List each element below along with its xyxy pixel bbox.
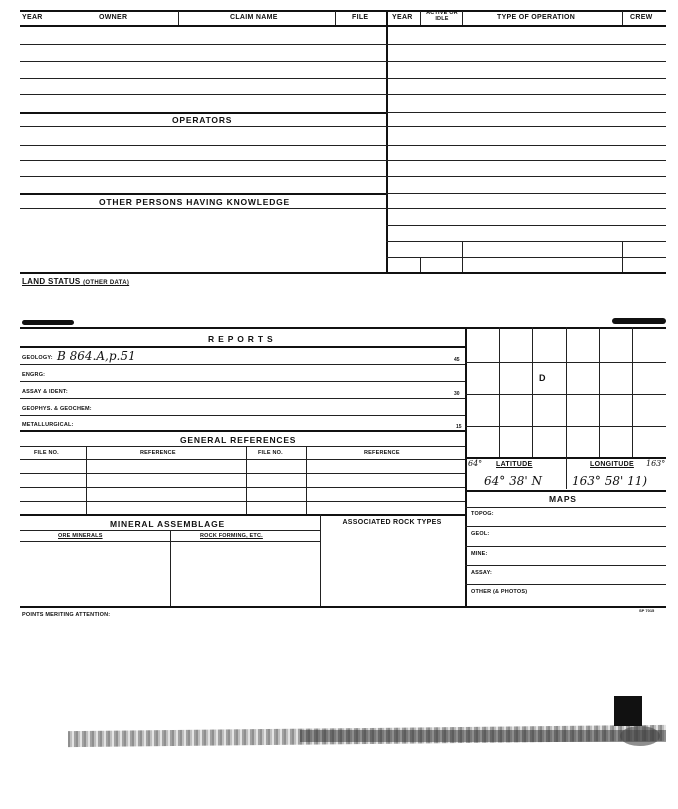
latitude-value: 64° 38' N xyxy=(484,474,542,488)
top-border xyxy=(20,10,666,12)
maps-geol: GEOL: xyxy=(471,531,490,537)
report-label-geophys: GEOPHYS. & GEOCHEM: xyxy=(22,406,92,412)
land-status-text: LAND STATUS xyxy=(22,277,81,286)
latitude-label: LATITUDE xyxy=(496,461,533,468)
top-table-bottom-border xyxy=(20,272,666,274)
report-number-assay: 30 xyxy=(454,391,460,397)
latitude-prefix: 64° xyxy=(468,459,483,468)
gr-header-reference-2: REFERENCE xyxy=(364,450,400,456)
ore-minerals-header: ORE MINERALS xyxy=(58,533,103,539)
mineral-assemblage-title: MINERAL ASSEMBLAGE xyxy=(110,519,225,529)
center-divider xyxy=(386,11,388,273)
header-type-of-operation: TYPE OF OPERATION xyxy=(497,14,576,21)
reports-bottom-border xyxy=(20,606,666,608)
associated-rock-types: ASSOCIATED ROCK TYPES xyxy=(342,519,442,526)
header-claim-name: CLAIM NAME xyxy=(230,14,278,21)
general-references-title: GENERAL REFERENCES xyxy=(180,435,297,445)
header-underline xyxy=(20,25,666,27)
points-meriting-attention: POINTS MERITING ATTENTION: xyxy=(22,612,111,618)
operators-title: OPERATORS xyxy=(172,115,233,125)
longitude-value: 163° 58' 11) xyxy=(572,474,648,488)
rock-forming-header: ROCK FORMING, ETC. xyxy=(200,533,263,539)
reports-title: R E P O R T S xyxy=(208,334,274,344)
header-crew: CREW xyxy=(630,14,653,21)
scan-mark xyxy=(614,696,642,726)
maps-assay: ASSAY: xyxy=(471,570,493,576)
gr-header-file-no-2: FILE NO. xyxy=(258,450,283,456)
report-label-engrg: ENGRG: xyxy=(22,372,46,378)
longitude-suffix: 163° xyxy=(646,459,666,468)
report-label-assay: ASSAY & IDENT: xyxy=(22,389,68,395)
gr-header-reference-1: REFERENCE xyxy=(140,450,176,456)
report-label-metallurgical: METALLURGICAL: xyxy=(22,422,74,428)
maps-other: OTHER (& PHOTOS) xyxy=(471,589,528,595)
report-number-geology: 45 xyxy=(454,357,460,363)
header-file: FILE xyxy=(352,14,369,21)
land-status-label xyxy=(22,277,129,286)
ink-smear xyxy=(612,318,666,324)
other-persons-title: OTHER PERSONS HAVING KNOWLEDGE xyxy=(99,197,291,207)
header-year-2: YEAR xyxy=(392,14,413,21)
report-label-geology: GEOLOGY: xyxy=(22,355,53,361)
maps-topog: TOPOG: xyxy=(471,511,494,517)
header-year: YEAR xyxy=(22,14,43,21)
header-active-or-idle: ACTIVE OR IDLE xyxy=(426,10,458,22)
grid-marker: D xyxy=(539,373,546,383)
maps-title: MAPS xyxy=(549,494,577,504)
form-number: SP 7015 xyxy=(639,608,655,613)
land-status-sub: (OTHER DATA) xyxy=(83,280,130,286)
header-owner: OWNER xyxy=(99,14,128,21)
ink-smear xyxy=(22,320,74,325)
longitude-label: LONGITUDE xyxy=(590,461,634,468)
gr-header-file-no-1: FILE NO. xyxy=(34,450,59,456)
report-value-geology: B 864.A,p.51 xyxy=(57,349,136,363)
report-number-metallurgical: 15 xyxy=(456,424,462,430)
maps-mine: MINE: xyxy=(471,551,488,557)
